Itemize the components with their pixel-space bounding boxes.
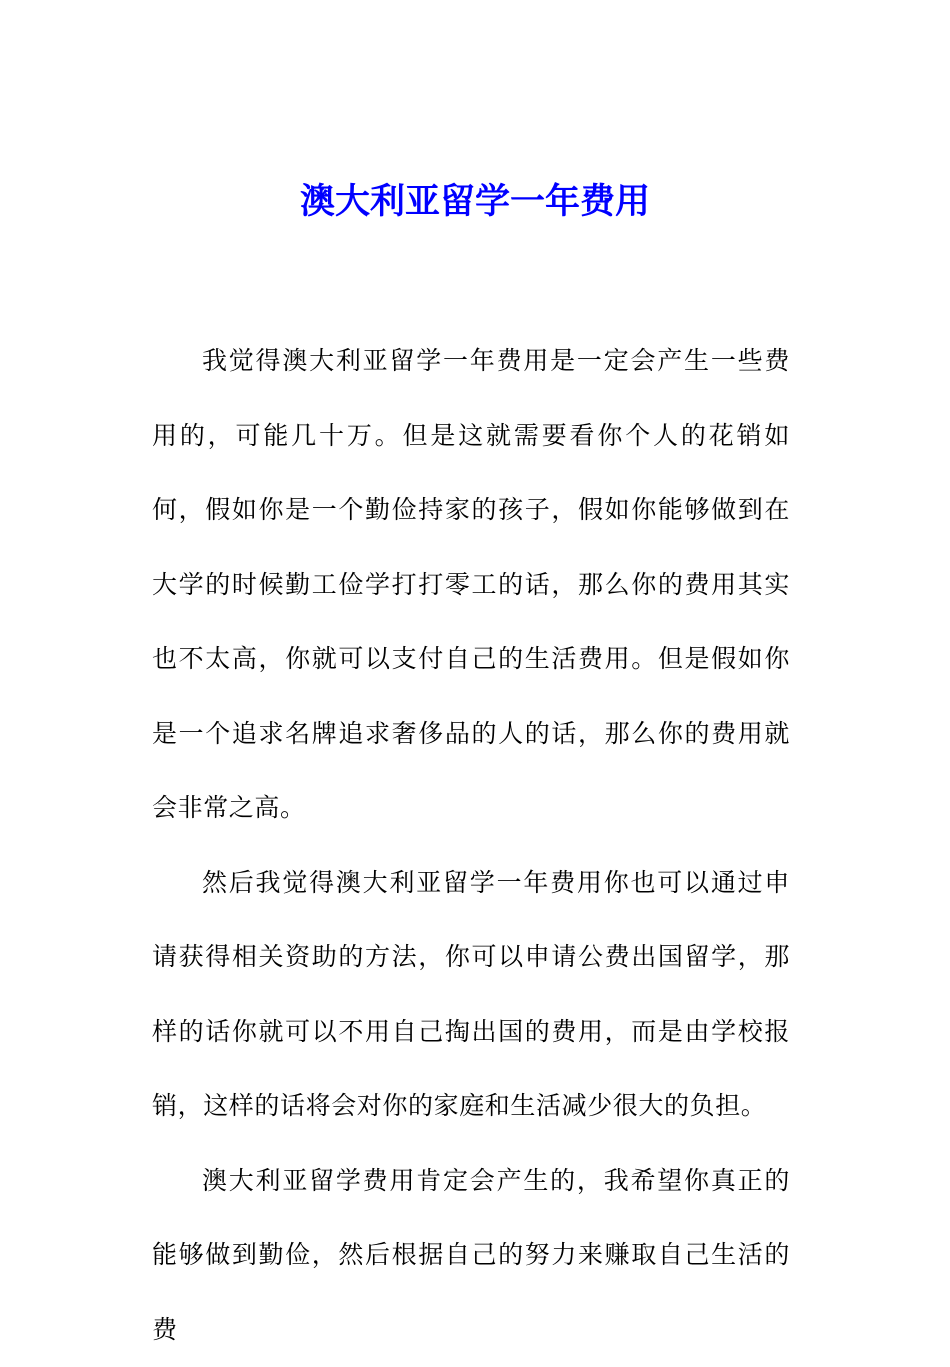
paragraph-2: 然后我觉得澳大利亚留学一年费用你也可以通过申请获得相关资助的方法，你可以申请公费出国留学，那样的话你就可以不用自己掏出国的费用，而是由学校报销，这样的话将会对你的家庭和生活减少很大的负担。 <box>152 846 790 1144</box>
document-title: 澳大利亚留学一年费用 <box>0 176 950 228</box>
paragraph-3: 澳大利亚留学费用肯定会产生的，我希望你真正的能够做到勤俭，然后根据自己的努力来赚取自己生活的费 <box>152 1144 790 1367</box>
document-body <box>152 324 790 1367</box>
paragraph-1: 我觉得澳大利亚留学一年费用是一定会产生一些费用的，可能几十万。但是这就需要看你个人的花销如何，假如你是一个勤俭持家的孩子，假如你能够做到在大学的时候勤工俭学打打零工的话，那么你的费用其实也不太高，你就可以支付自己的生活费用。但是假如你是一个追求名牌追求奢侈品的人的话，那么你的费用就会非常之高。 <box>152 324 790 846</box>
